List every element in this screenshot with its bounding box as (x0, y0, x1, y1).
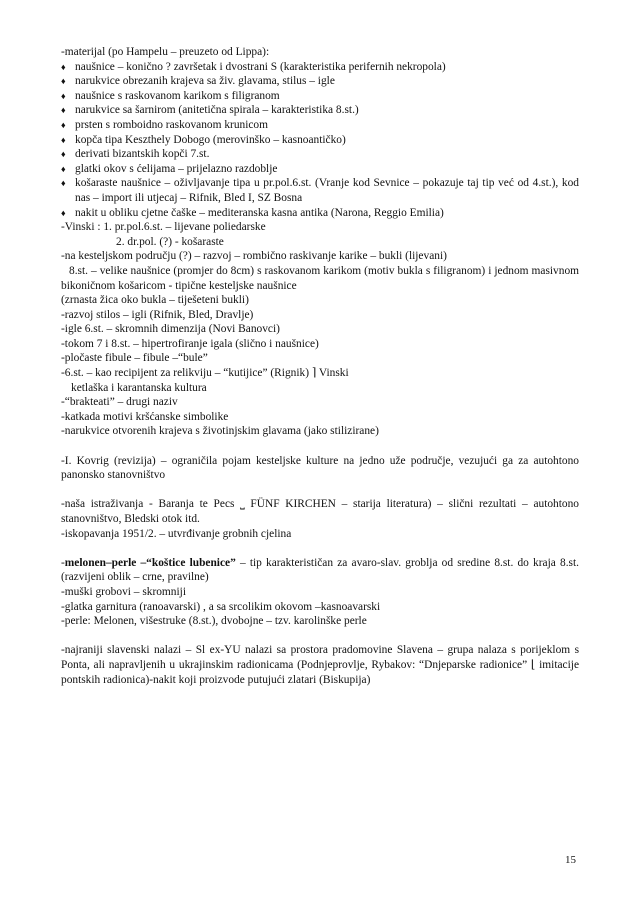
text-line: ketlaška i karantanska kultura (71, 381, 207, 394)
text-line: -na kesteljskom području (?) – razvoj – rombično raskivanje karike – bukli (lijevani) (61, 250, 447, 263)
paragraph: -naša istraživanja - Baranja te Pecs ⎵ FÜNF KIRCHEN – starija literatura) – slični rezultati – autohtono stanovništvo, Bledski otok itd. (61, 498, 579, 525)
paragraph (61, 556, 579, 585)
list-item-text: naušnice – konično ? završetak i dvostrani S (karakteristika perifernih nekropola) (75, 60, 446, 73)
text-line: -tokom 7 i 8.st. – hipertrofiranje igala (slično i naušnice) (61, 337, 319, 350)
text-line: -materijal (po Hampelu – preuzeto od Lippa): (61, 46, 270, 58)
text-line: -“brakteati” – drugi naziv (61, 396, 178, 409)
text-line: -razvoj stilos – igli (Rifnik, Bled, Dravlje) (61, 308, 254, 321)
text-line: -katkada motivi kršćanske simbolike (61, 410, 229, 423)
spacer (61, 629, 579, 644)
text-line: 2. dr.pol. (?) - košaraste (116, 235, 224, 248)
list-item (61, 162, 579, 177)
diamond-bullet-icon: ♦ (61, 149, 66, 160)
list-item-text: naušnice s raskovanom karikom s filigranom (75, 89, 280, 102)
paragraph: -I. Kovrig (revizija) – ograničila pojam kesteljske kulture na jedno uže područje, vezujući ga za autohtono panonsko stanovništvo (61, 454, 579, 482)
diamond-bullet-icon: ♦ (61, 76, 66, 87)
list-item-text: nakit u obliku cjetne čaške – mediteranska kasna antika (Narona, Reggio Emilia) (75, 206, 444, 219)
list-item-text: glatki okov s ćelijama – prijelazno razdoblje (75, 162, 278, 175)
list-item-text: derivati bizantskih kopči 7.st. (75, 148, 210, 161)
text-line: -glatka garnitura (ranoavarski) , a sa srcolikim okovom –kasnoavarski (61, 600, 381, 613)
list-item-text: narukvice obrezanih krajeva sa živ. glavama, stilus – igle (75, 75, 335, 88)
list-item-text: kopča tipa Keszthely Dobogo (merovinško – kasnoantičko) (75, 133, 346, 146)
paragraph (61, 264, 579, 293)
diamond-bullet-icon: ♦ (61, 134, 66, 145)
text-line: -muški grobovi – skromniji (61, 585, 186, 598)
diamond-bullet-icon: ♦ (61, 90, 66, 101)
text-line: -Vinski : 1. pr.pol.6.st. – lijevane poliedarske (61, 221, 266, 234)
paragraph-text: 8.st. – velike naušnice (promjer do 8cm) s raskovanom karikom (motiv bukla s filigranom) i jednom masivnom bikoničnom košaricom - tipične kesteljske naušnice (61, 264, 579, 292)
text-line: -narukvice otvorenih krajeva s životinjskim glavama (jako stilizirane) (61, 425, 379, 438)
document-page (61, 45, 579, 687)
text-line: -6.st. – kao recipijent za relikviju – “kutijice” (Rignik) ⌉ Vinski (61, 367, 349, 380)
paragraph-prefix: - (61, 556, 65, 569)
diamond-bullet-icon: ♦ (61, 61, 66, 72)
paragraph: -najraniji slavenski nalazi – Sl ex-YU nalazi sa prostora pradomovine Slavena – grupa nalaza s porijeklom s Ponta, ali napravljenih u ukrajinskim radionicama (Podnjeprovlje, Rybakov: “Dnjeparske radionice” ⌊ imitacije pontskih radionica)-nakit koji proizvode putujući zlatari (Biskupija) (61, 644, 579, 686)
text-line: (zrnasta žica oko bukla – tiješeteni bukli) (61, 294, 249, 307)
list-item (61, 74, 579, 89)
diamond-bullet-icon: ♦ (61, 178, 66, 189)
list-item (61, 133, 579, 148)
list-item-text: narukvice sa šarnirom (anitetična spirala – karakteristika 8.st.) (75, 104, 359, 117)
text-line: -igle 6.st. – skromnih dimenzija (Novi Banovci) (61, 323, 280, 336)
list-item (61, 118, 579, 133)
list-item (61, 206, 579, 221)
list-item-text: prsten s romboidno raskovanom krunicom (75, 118, 268, 131)
diamond-bullet-icon: ♦ (61, 105, 66, 116)
text-line: -perle: Melonen, višestruke (8.st.), dvobojne – tzv. karolinške perle (61, 615, 367, 628)
paragraph-text: – tip karakterističan za avaro-slav. groblja od sredine 8.st. do kraja 8.st. (razvijeni oblik – crne, pravilne) (61, 556, 579, 584)
text-line: -pločaste fibule – fibule –“bule” (61, 352, 208, 365)
text-line: -iskopavanja 1951/2. – utvrđivanje grobnih cjelina (61, 527, 292, 540)
list-item (61, 89, 579, 104)
list-item (61, 147, 579, 162)
spacer (61, 439, 579, 454)
list-item (61, 103, 579, 118)
diamond-bullet-icon: ♦ (61, 207, 66, 218)
list-item-text: košaraste naušnice – oživljavanje tipa u pr.pol.6.st. (Vranje kod Sevnice – pokazuje taj tip već od 4.st.), kod nas – import ili utjecaj – Rifnik, Bled I, SZ Bosna (75, 177, 579, 204)
diamond-bullet-icon: ♦ (61, 119, 66, 130)
spacer (61, 541, 579, 556)
list-item (61, 176, 579, 205)
diamond-bullet-icon: ♦ (61, 163, 66, 174)
spacer (61, 483, 579, 498)
list-item (61, 60, 579, 75)
bold-term: melonen–perle –“koštice lubenice” (64, 556, 236, 569)
page-number: 15 (565, 854, 576, 866)
